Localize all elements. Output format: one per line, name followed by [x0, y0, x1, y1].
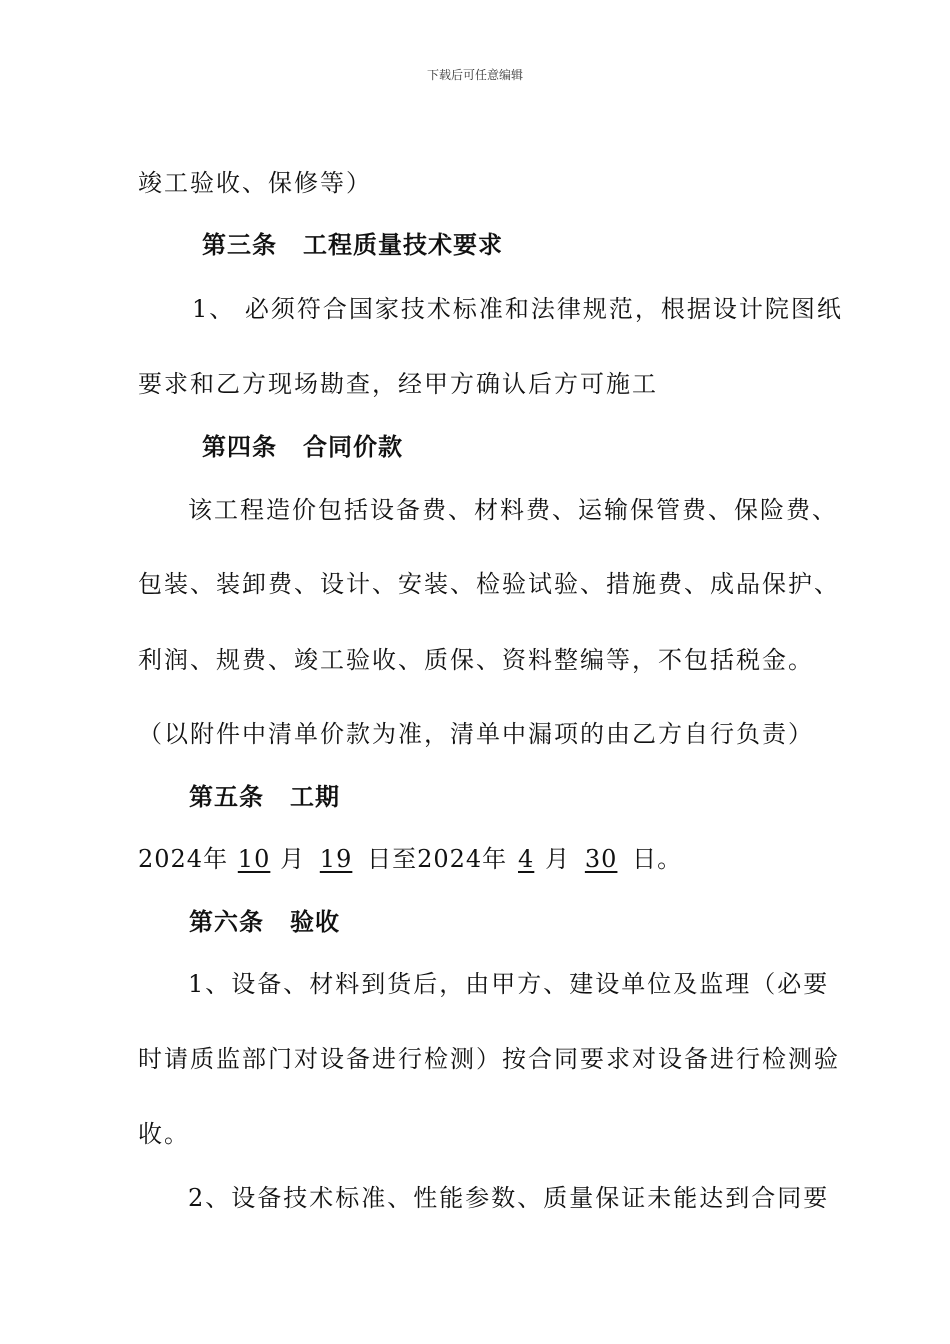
paragraph-line: 2、设备技术标准、性能参数、质量保证未能达到合同要 — [188, 1184, 830, 1212]
article-5-heading — [189, 781, 340, 813]
article-title: 合同价款 — [303, 433, 403, 461]
article-number: 第五条 — [189, 783, 264, 811]
page-header: 下载后可任意编辑 — [426, 68, 523, 82]
start-day-field: 19 — [319, 845, 353, 873]
article-3-heading — [202, 229, 503, 261]
paragraph-line: 1、设备、材料到货后，由甲方、建设单位及监理（必要 — [188, 970, 830, 998]
paragraph-line: 时请质监部门对设备进行检测）按合同要求对设备进行检测验 — [138, 1045, 840, 1073]
article-number: 第四条 — [202, 433, 277, 461]
article-number: 第三条 — [202, 231, 277, 259]
end-day-field: 30 — [584, 845, 618, 873]
article-6-heading — [189, 906, 340, 938]
paragraph-line: 要求和乙方现场勘查，经甲方确认后方可施工 — [138, 370, 658, 398]
article-number: 第六条 — [189, 908, 264, 936]
paragraph-line: 利润、规费、竣工验收、质保、资料整编等，不包括税金。 — [138, 646, 814, 674]
year-char: 年 — [203, 845, 229, 873]
construction-period-line — [138, 843, 682, 875]
paragraph-line: 该工程造价包括设备费、材料费、运输保管费、保险费、 — [188, 496, 838, 524]
year-char: 年 — [482, 845, 508, 873]
paragraph-line: （以附件中清单价款为准，清单中漏项的由乙方自行负责） — [138, 720, 814, 748]
paragraph-line: 包装、装卸费、设计、安装、检验试验、措施费、成品保护、 — [138, 570, 840, 598]
article-title: 工程质量技术要求 — [303, 231, 503, 259]
end-day-char: 日。 — [632, 845, 683, 873]
article-4-heading — [202, 431, 403, 463]
article-title: 验收 — [290, 908, 340, 936]
article-title: 工期 — [290, 783, 340, 811]
paragraph-line: 收。 — [138, 1120, 190, 1148]
paragraph-line: 竣工验收、保修等） — [138, 169, 372, 197]
month-char: 月 — [545, 845, 571, 873]
day-to-text: 日至 — [367, 845, 418, 873]
end-month-field: 4 — [518, 845, 535, 873]
month-char: 月 — [280, 845, 306, 873]
start-year: 2024 — [138, 845, 204, 873]
end-year: 2024 — [417, 845, 483, 873]
start-month-field: 10 — [237, 845, 271, 873]
paragraph-line: 1、 必须符合国家技术标准和法律规范，根据设计院图纸 — [192, 295, 843, 323]
